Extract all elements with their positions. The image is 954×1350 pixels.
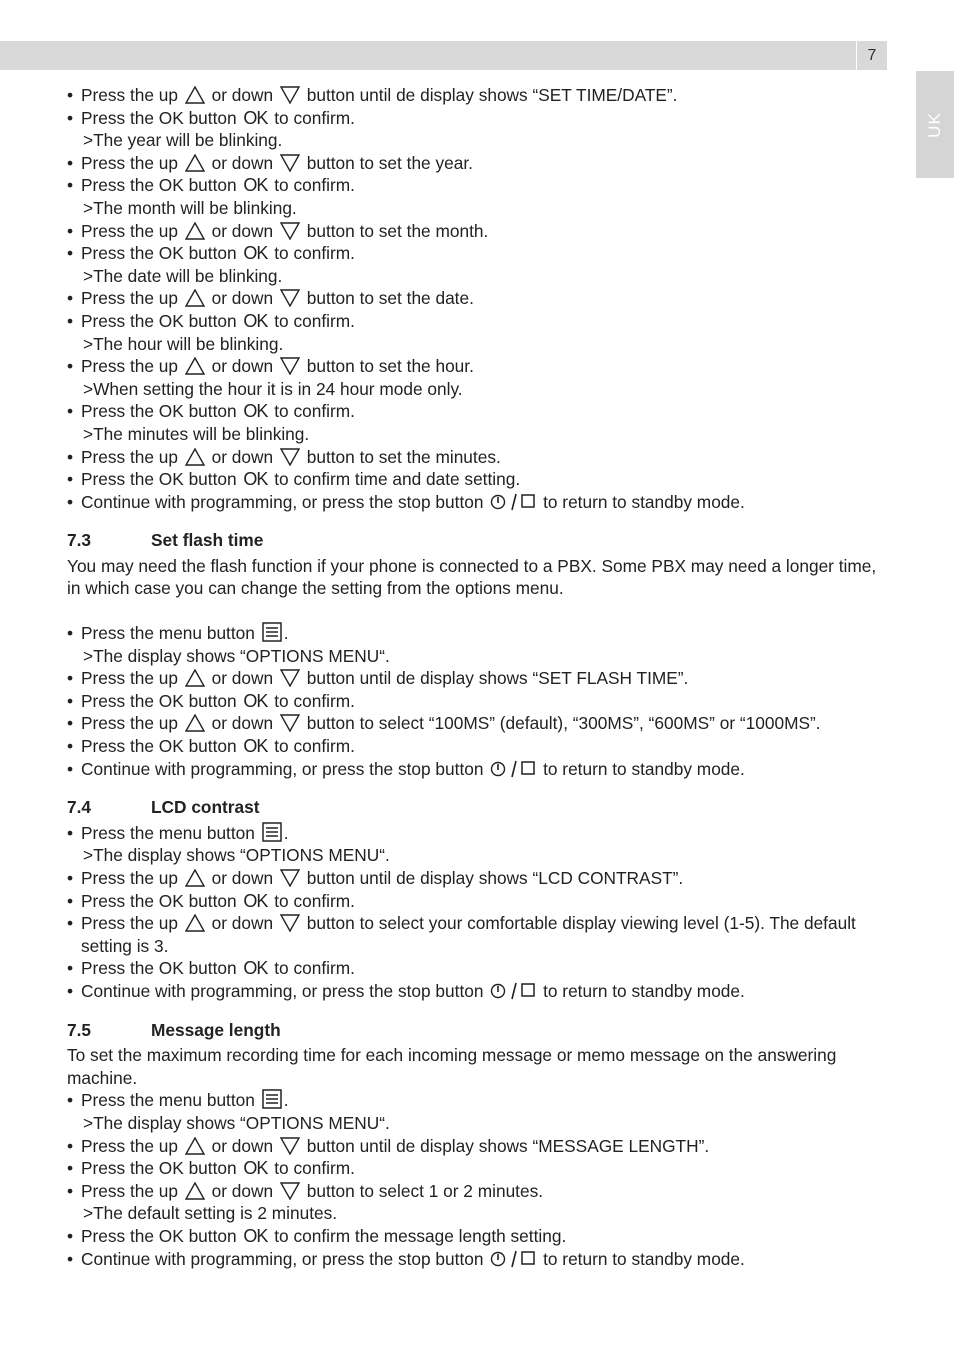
power-stop-icon <box>490 1249 536 1268</box>
list-item: • Press the OK button OK to confirm. <box>67 1157 889 1180</box>
triangle-down-icon <box>280 1182 300 1200</box>
note: >The display shows “OPTIONS MENU“. <box>83 645 390 666</box>
language-tab-label: UK <box>925 111 944 138</box>
triangle-down-icon <box>280 154 300 172</box>
list-item: • Press the OK button OK to confirm time and date setting. <box>67 468 889 491</box>
list-item: • Press the up or down button until de display shows “SET TIME/DATE”. <box>67 84 889 107</box>
header-bar <box>0 41 856 70</box>
page-number: 7 <box>857 41 887 70</box>
list-item: • Press the up or down button to select “100MS” (default), “300MS”, “600MS” or “1000MS”. <box>67 712 889 735</box>
ok-icon: OK <box>243 107 268 128</box>
ok-icon: OK <box>243 890 268 911</box>
menu-icon <box>262 622 282 642</box>
list-item: • Press the up or down button to select 1 or 2 minutes. <box>67 1180 889 1203</box>
note: >The minutes will be blinking. <box>83 423 310 444</box>
list-item: • Press the OK button OK to confirm. <box>67 107 889 130</box>
note: >The date will be blinking. <box>83 265 283 286</box>
list-item: • Press the menu button . <box>67 822 889 845</box>
paragraph: To set the maximum recording time for each incoming message or memo message on the answering machine. <box>67 1045 837 1088</box>
menu-icon <box>262 1089 282 1109</box>
triangle-up-icon <box>185 154 205 172</box>
list-item: • Press the OK button OK to confirm the message length setting. <box>67 1225 889 1248</box>
list-item: • Press the up or down button to select your comfortable display viewing level (1-5). The default setting is 3. <box>67 912 889 957</box>
section-heading: 7.4 LCD contrast <box>67 797 260 818</box>
note: >The month will be blinking. <box>83 197 297 218</box>
list-item: • Press the OK button OK to confirm. <box>67 735 889 758</box>
triangle-up-icon <box>185 289 205 307</box>
triangle-up-icon <box>185 714 205 732</box>
list-item: • Press the up or down button to set the month. <box>67 220 889 243</box>
list-item: • Press the up or down button to set the year. <box>67 152 889 175</box>
ok-icon: OK <box>243 958 268 979</box>
list-item: • Press the menu button . <box>67 1089 889 1112</box>
triangle-down-icon <box>280 448 300 466</box>
ok-icon: OK <box>243 736 268 757</box>
ok-icon: OK <box>243 310 268 331</box>
list-item: • Press the OK button OK to confirm. <box>67 174 889 197</box>
power-stop-icon <box>490 759 536 778</box>
ok-icon: OK <box>243 1225 268 1246</box>
ok-icon: OK <box>243 690 268 711</box>
paragraph: You may need the flash function if your phone is connected to a PBX. Some PBX may need a longer time, in which case you can change the setting from the options menu. <box>67 555 877 599</box>
triangle-up-icon <box>185 1182 205 1200</box>
triangle-down-icon <box>280 714 300 732</box>
list-item: • Continue with programming, or press the stop button to return to standby mode. <box>67 1248 889 1271</box>
list-item: • Continue with programming, or press the stop button to return to standby mode. <box>67 491 889 514</box>
triangle-up-icon <box>185 1137 205 1155</box>
triangle-down-icon <box>280 222 300 240</box>
note: >The display shows “OPTIONS MENU“. <box>83 845 390 866</box>
power-stop-icon <box>490 981 536 1000</box>
triangle-up-icon <box>185 914 205 932</box>
list-item: • Press the OK button OK to confirm. <box>67 400 889 423</box>
ok-icon: OK <box>243 175 268 196</box>
list-item: • Press the up or down button until de display shows “SET FLASH TIME”. <box>67 667 889 690</box>
triangle-down-icon <box>280 1137 300 1155</box>
triangle-down-icon <box>280 869 300 887</box>
ok-icon: OK <box>243 1158 268 1179</box>
triangle-up-icon <box>185 357 205 375</box>
list-item: • Press the up or down button until de display shows “LCD CONTRAST”. <box>67 867 889 890</box>
triangle-down-icon <box>280 914 300 932</box>
triangle-down-icon <box>280 86 300 104</box>
power-stop-icon <box>490 492 536 511</box>
section-heading: 7.5 Message length <box>67 1019 281 1040</box>
ok-icon: OK <box>243 243 268 264</box>
language-tab <box>916 71 954 178</box>
list-item: • Press the up or down button to set the hour. <box>67 355 889 378</box>
list-item: • Press the OK button OK to confirm. <box>67 242 889 265</box>
triangle-down-icon <box>280 357 300 375</box>
list-item: • Press the OK button OK to confirm. <box>67 890 889 913</box>
list-item: • Press the OK button OK to confirm. <box>67 957 889 980</box>
triangle-up-icon <box>185 222 205 240</box>
triangle-down-icon <box>280 669 300 687</box>
note: >The hour will be blinking. <box>83 333 284 354</box>
triangle-up-icon <box>185 86 205 104</box>
note: >The default setting is 2 minutes. <box>83 1203 338 1224</box>
note: >The display shows “OPTIONS MENU“. <box>83 1112 390 1133</box>
note: >When setting the hour it is in 24 hour mode only. <box>83 378 463 399</box>
list-item: • Continue with programming, or press the stop button to return to standby mode. <box>67 980 889 1003</box>
triangle-up-icon <box>185 448 205 466</box>
manual-content <box>67 84 889 1270</box>
list-item: • Press the up or down button to set the minutes. <box>67 446 889 469</box>
section-heading: 7.3 Set flash time <box>67 530 264 551</box>
triangle-up-icon <box>185 869 205 887</box>
note: >The year will be blinking. <box>83 130 283 151</box>
ok-icon: OK <box>243 401 268 422</box>
triangle-down-icon <box>280 289 300 307</box>
list-item: • Press the OK button OK to confirm. <box>67 690 889 713</box>
ok-icon: OK <box>243 469 268 490</box>
triangle-up-icon <box>185 669 205 687</box>
list-item: • Press the up or down button until de display shows “MESSAGE LENGTH”. <box>67 1135 889 1158</box>
list-item: • Continue with programming, or press the stop button to return to standby mode. <box>67 758 889 781</box>
menu-icon <box>262 822 282 842</box>
list-item: • Press the menu button . <box>67 622 889 645</box>
list-item: • Press the up or down button to set the date. <box>67 287 889 310</box>
list-item: • Press the OK button OK to confirm. <box>67 310 889 333</box>
